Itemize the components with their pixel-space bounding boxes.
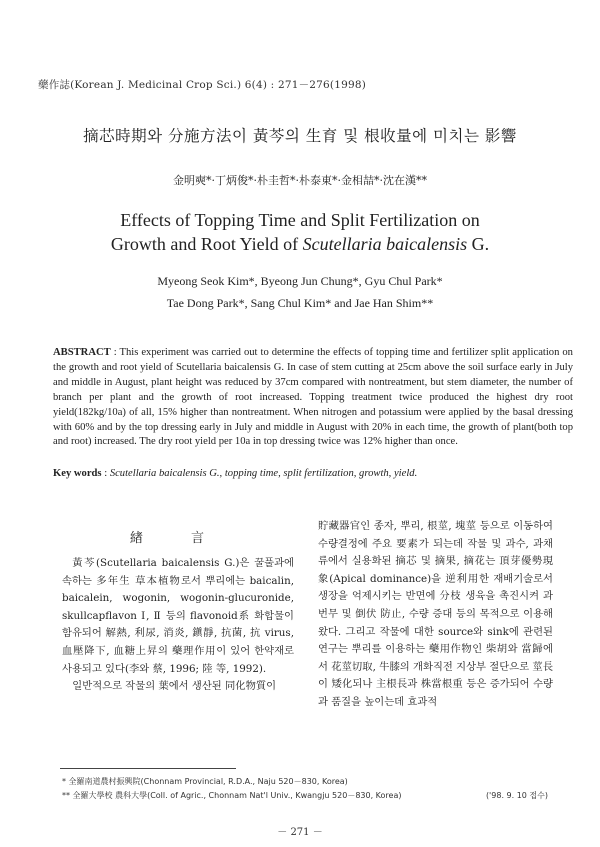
left-column xyxy=(62,555,294,696)
abstract-text: This experiment was carried out to determine the effects of topping time and fertilizer split application on the growth and root yield of Scutellaria baicalensis G. In case of stem cutting at 25cm above the soil surface early in July and middle in August, plant height was reduced by 37cm compared with nontreatment, but stem diameter, the number of branch per plant and the growth of root increased. Topping treatment twice produced the highest dry root yield(182kg/10a) of all, 15% higher than nontreatment. When nitrogen and potassium were applied by the basal dressing with 60% and by the top dressing early in July and middle in August with 20% in each time, the growth of plant(both top and root) increased. The dry root yield per 10a in top dressing twice was 12% higher than once. xyxy=(53,347,573,448)
journal-citation: 藥作誌(Korean J. Medicinal Crop Sci.) 6(4) : 271－276(1998) xyxy=(38,79,367,91)
english-title-line2 xyxy=(0,232,600,256)
section-heading-introduction: 緖 言 xyxy=(129,531,227,546)
abstract-separator: : xyxy=(110,347,120,358)
english-title-prefix: Growth and Root Yield of xyxy=(110,234,303,254)
right-column xyxy=(318,518,553,712)
footnote-rule xyxy=(60,768,236,769)
received-date: ('98. 9. 10 접수) xyxy=(485,791,548,800)
footnote-affiliation-2: ** 全羅大學校 農科大學(Coll. of Agric., Chonnam Nat'l Univ., Kwangju 520－830, Korea) xyxy=(62,791,402,800)
english-title-line1: Effects of Topping Time and Split Fertilization on xyxy=(120,210,480,230)
keywords-separator: : xyxy=(101,468,110,479)
page-number: － 271 － xyxy=(277,827,323,838)
keywords-text: Scutellaria baicalensis G., topping time, split fertilization, growth, yield. xyxy=(109,468,418,479)
abstract xyxy=(53,346,573,450)
abstract-label: ABSTRACT xyxy=(53,347,111,358)
intro-paragraph-continued: 貯藏器官인 종자, 뿌리, 根莖, 塊莖 등으로 이동하여 수량결정에 주요 要素가 되는데 작물 및 과수, 과채류에서 실용화된 摘芯 및 摘果, 摘花는 頂芽優勢現象(Apical dominance)을 逆利用한 재배기술로서 생장을 억제시키는 반면에 分枝 생육을 촉진시켜 과번무 및 倒伏 防止, 수량 증대 등의 목적으로 이용해 왔다. 그리고 작물에 대한 source와 sink에 관련된 연구는 뿌리를 이용하는 藥用作物인 柴胡와 當歸에서 花莖切取, 牛膝의 개화직전 지상부 절단으로 莖長이 矮化되나 主根長과 株當根重 등은 증가되어 수량과 품질을 높이는데 효과적 xyxy=(318,520,553,708)
korean-authors: 金明奭*·丁炳俊*·朴圭哲*·朴泰東*·金相喆*·沈在漢** xyxy=(173,174,427,187)
korean-title: 摘芯時期와 分施方法이 黃芩의 生育 및 根收量에 미치는 影響 xyxy=(83,127,517,145)
english-title xyxy=(0,208,600,256)
intro-paragraph-1: 黃芩(Scutellaria baicalensis G.)은 꿀풀과에 속하는 多年生 草本植物로서 뿌리에는 baicalin, baicalein, wogonin, wogonin-glucuronide, skullcapflavon Ⅰ, Ⅱ 등의 flavonoid系 화합물이 함유되어 解熱, 利尿, 消炎, 鎭靜, 抗菌, 抗 virus, 血壓降下, 血糖上昇의 藥理作用이 있어 한약재로 사용되고 있다(李와 蔡, 1996; 陸 等, 1992). xyxy=(62,557,294,675)
english-authors-line2: Tae Dong Park*, Sang Chul Kim* and Jae Han Shim** xyxy=(166,296,434,310)
keywords-label: Key words xyxy=(53,468,102,479)
english-title-suffix: G. xyxy=(467,234,490,254)
intro-paragraph-2: 일반적으로 작물의 葉에서 생산된 同化物質이 xyxy=(72,680,277,693)
footnote-affiliation-1: * 全羅南道農村振興院(Chonnam Provincial, R.D.A., Naju 520－830, Korea) xyxy=(62,777,348,786)
english-authors-line1: Myeong Seok Kim*, Byeong Jun Chung*, Gyu Chul Park* xyxy=(157,274,443,288)
english-title-species: Scutellaria baicalensis xyxy=(302,234,468,254)
english-authors xyxy=(0,270,600,314)
keywords xyxy=(53,468,573,479)
